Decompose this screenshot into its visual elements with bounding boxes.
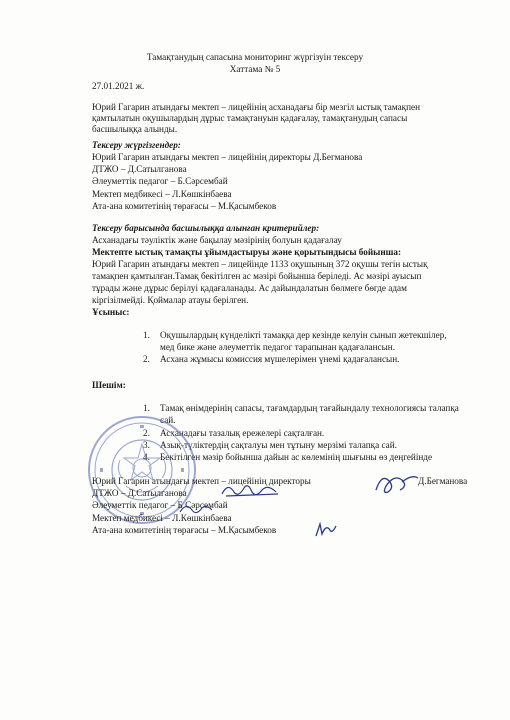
hot-meals-line: тұрады және дұрыс берілуі қадағаланады. Ас дайындалатын бөлмеге бөгде адам <box>92 283 407 293</box>
decision-number: 3. <box>143 440 150 450</box>
signature-line: Ата-ана комитетінің төрағасы – М.Қасымбеков <box>92 525 277 535</box>
director-signature-icon <box>372 468 422 496</box>
pedagogue-signature-icon <box>178 500 214 518</box>
hot-meals-line: кіргізілмейді. Қоймалар атауы берілген. <box>92 295 249 305</box>
inspector-line: Ата-ана комитетінің төрағасы – М.Қасымбеков <box>92 201 277 211</box>
intro-line: қамтылатын оқушылардың дұрыс тамақтануын қадағалау, тамақтанудың сапасы <box>92 113 408 123</box>
proposal-line: мед бике және әлеуметтік педагог тарапынан қадағалансын. <box>160 342 396 352</box>
document-date: 27.01.2021 ж. <box>92 81 145 91</box>
proposal-number: 1. <box>143 330 150 340</box>
decision-line: Асханадағы тазалық ережелері сақталған. <box>160 428 325 438</box>
signature-line: Әлеуметтік педагог – Б.Сәрсембай <box>92 500 228 510</box>
protocol-number: Хаттама № 5 <box>229 64 281 74</box>
inspectors-heading: Тексеру жүргізгендер: <box>92 140 181 150</box>
proposal-number: 2. <box>143 354 150 364</box>
decision-number: 4. <box>143 452 150 462</box>
deputy-signature-icon <box>220 480 282 502</box>
proposal-line: Асхана жұмысы комиссия мүшелерімен үнемі қадағалансын. <box>160 354 400 364</box>
proposal-line: Оқушылардың күнделікті тамаққа дер кезінде келуін сынып жетекшілер, <box>160 330 447 340</box>
intro-line: Юрий Гагарин атындағы мектеп – лицейінің асханадағы бір мезгіл ыстық тамақпен <box>92 102 421 112</box>
decision-line: Азық-түліктердің сақталуы мен тұтыну мерзімі талапқа сай. <box>160 440 397 450</box>
signature-director-name: Д.Бегманова <box>418 476 468 486</box>
hot-meals-line: Юрий Гагарин атындағы мектеп – лицейінде 1133 оқушының 372 оқушы тегін ыстық <box>92 259 428 269</box>
hot-meals-heading: Мектепте ыстық тамақты ұйымдастыруы және қорытындысы бойынша: <box>92 247 402 257</box>
decision-line: сай. <box>160 415 176 425</box>
decision-heading: Шешім: <box>92 380 126 390</box>
intro-line: басшылыққа алынды. <box>92 124 178 134</box>
signature-line: ДТЖО – Д.Сатылганова <box>92 488 187 498</box>
decision-number: 2. <box>143 428 150 438</box>
inspector-line: Әлеуметтік педагог – Б.Сәрсембай <box>92 176 228 186</box>
decision-number: 1. <box>143 403 150 413</box>
decision-line: Тамақ өнімдерінің сапасы, тағамдардың тағайындалу технологиясы талапқа <box>160 403 459 413</box>
decision-line: Бекітілген мәзір бойынша дайын ас көлемінің шығыны өз деңгейінде <box>160 452 433 462</box>
inspector-line: Юрий Гагарин атындағы мектеп – лицейінің директоры Д.Бегманова <box>92 152 363 162</box>
committee-signature-icon <box>312 520 338 540</box>
inspector-line: Мектеп медбикесі – Л.Көшкінбаева <box>92 189 232 199</box>
criteria-heading: Тексеру барысында басшылыққа алынған критерийлер: <box>92 223 320 233</box>
proposals-heading: Ұсыныс: <box>92 307 130 317</box>
hot-meals-line: тамақпен қамтылған.Тамақ бекітілген ас мәзірі бойынша беріледі. Ас мәзірі ауысып <box>92 271 422 281</box>
document-title: Тамақтанудың сапасына мониторинг жүргізуін тексеру <box>146 52 364 62</box>
signature-line: Мектеп медбикесі – Л.Көшкінбаева <box>92 513 232 523</box>
inspector-line: ДТЖО – Д.Сатылганова <box>92 164 187 174</box>
signature-director-title: Юрий Гагарин атындағы мектеп – лицейінің директоры <box>92 476 311 486</box>
criteria-text: Асханадағы тәуліктік және бақылау мәзірінің болуын қадағалау <box>92 235 342 245</box>
